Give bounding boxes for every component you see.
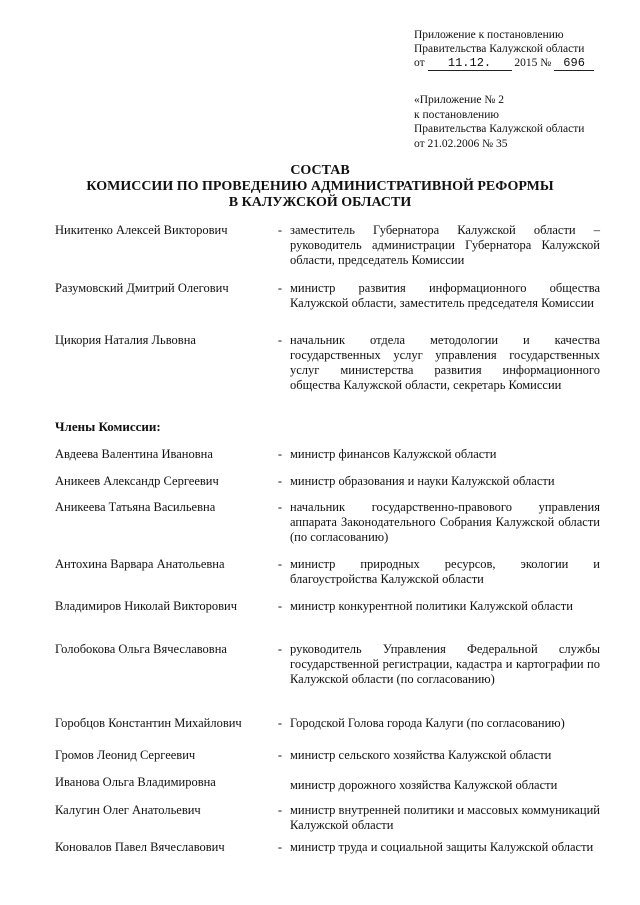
dash: - xyxy=(277,599,283,613)
member-position: министр образования и науки Калужской области xyxy=(290,474,555,488)
member-name: Цикория Наталия Львовна xyxy=(55,333,196,347)
member-name: Голобокова Ольга Вячеславовна xyxy=(55,642,227,656)
member-position: министр сельского хозяйства Калужской области xyxy=(290,748,552,762)
dash: - xyxy=(277,223,283,237)
header-line-1: Приложение к постановлению xyxy=(414,29,564,41)
header-ot: от xyxy=(414,57,425,69)
annex-header xyxy=(414,93,614,151)
annex-line-3: Правительства Калужской области xyxy=(414,123,585,135)
member-name: Разумовский Дмитрий Олегович xyxy=(55,281,229,295)
member-name: Иванова Ольга Владимировна xyxy=(55,775,216,789)
dash: - xyxy=(277,803,283,817)
annex-line-2: к постановлению xyxy=(414,108,499,121)
member-name: Громов Леонид Сергеевич xyxy=(55,748,196,762)
member-name: Горобцов Константин Михайлович xyxy=(55,716,242,730)
dash: - xyxy=(277,447,283,461)
member-position: министр труда и социальной защиты Калужской области xyxy=(290,840,594,854)
header-line-2: Правительства Калужской области xyxy=(414,43,585,55)
member-name: Авдеева Валентина Ивановна xyxy=(55,447,213,461)
member-name: Коновалов Павел Вячеславович xyxy=(55,840,225,854)
dash: - xyxy=(277,840,283,854)
member-name: Аникеев Александр Сергеевич xyxy=(55,474,219,488)
member-position: начальник отдела методологии и качества государственных услуг управления государственных услуг министерства развития информационного общества Калужской области, секретарь Комиссии xyxy=(290,333,600,392)
member-name: Аникеева Татьяна Васильевна xyxy=(55,500,216,514)
member-position: заместитель Губернатора Калужской области – руководитель администрации Губернатора Калужской области, председатель Комиссии xyxy=(290,223,600,267)
header-date-line xyxy=(414,56,614,71)
document-title xyxy=(0,163,640,211)
dash: - xyxy=(277,642,283,656)
member-position: министр природных ресурсов, экологии и благоустройства Калужской области xyxy=(290,557,600,586)
dash: - xyxy=(277,557,283,571)
member-position: руководитель Управления Федеральной службы государственной регистрации, кадастра и картографии по Калужской области (по согласованию) xyxy=(290,642,600,686)
member-position: министр внутренней политики и массовых коммуникаций Калужской области xyxy=(290,803,600,832)
dash: - xyxy=(277,333,283,347)
title-line-1: СОСТАВ xyxy=(290,163,350,178)
member-position: Городской Голова города Калуги (по согласованию) xyxy=(290,716,565,730)
member-position: министр конкурентной политики Калужской области xyxy=(290,599,573,613)
member-name: Владимиров Николай Викторович xyxy=(55,599,238,613)
annex-line-4: от 21.02.2006 № 35 xyxy=(414,137,508,150)
handwritten-number: 696 xyxy=(554,56,594,71)
decree-header xyxy=(414,28,614,71)
dash: - xyxy=(277,500,283,514)
dash: - xyxy=(277,748,283,762)
member-position: министр дорожного хозяйства Калужской области xyxy=(290,778,558,792)
annex-line-1: «Приложение № 2 xyxy=(414,94,504,106)
member-name: Антохина Варвара Анатольевна xyxy=(55,557,225,571)
member-name: Никитенко Алексей Викторович xyxy=(55,223,228,237)
handwritten-date: 11.12. xyxy=(428,56,512,71)
members-heading: Члены Комиссии: xyxy=(55,419,161,434)
title-line-2: КОМИССИИ ПО ПРОВЕДЕНИЮ АДМИНИСТРАТИВНОЙ РЕФОРМЫ xyxy=(86,179,554,194)
member-position: министр развития информационного общества Калужской области, заместитель председателя Комиссии xyxy=(290,281,600,310)
member-position: министр финансов Калужской области xyxy=(290,447,497,461)
member-name: Калугин Олег Анатольевич xyxy=(55,803,201,817)
dash: - xyxy=(277,474,283,488)
header-year: 2015 № xyxy=(514,57,552,69)
dash: - xyxy=(277,281,283,295)
title-line-3: В КАЛУЖСКОЙ ОБЛАСТИ xyxy=(228,195,412,210)
dash: - xyxy=(277,716,283,730)
member-position: начальник государственно-правового управления аппарата Законодательного Собрания Калужской области (по согласованию) xyxy=(290,500,600,544)
